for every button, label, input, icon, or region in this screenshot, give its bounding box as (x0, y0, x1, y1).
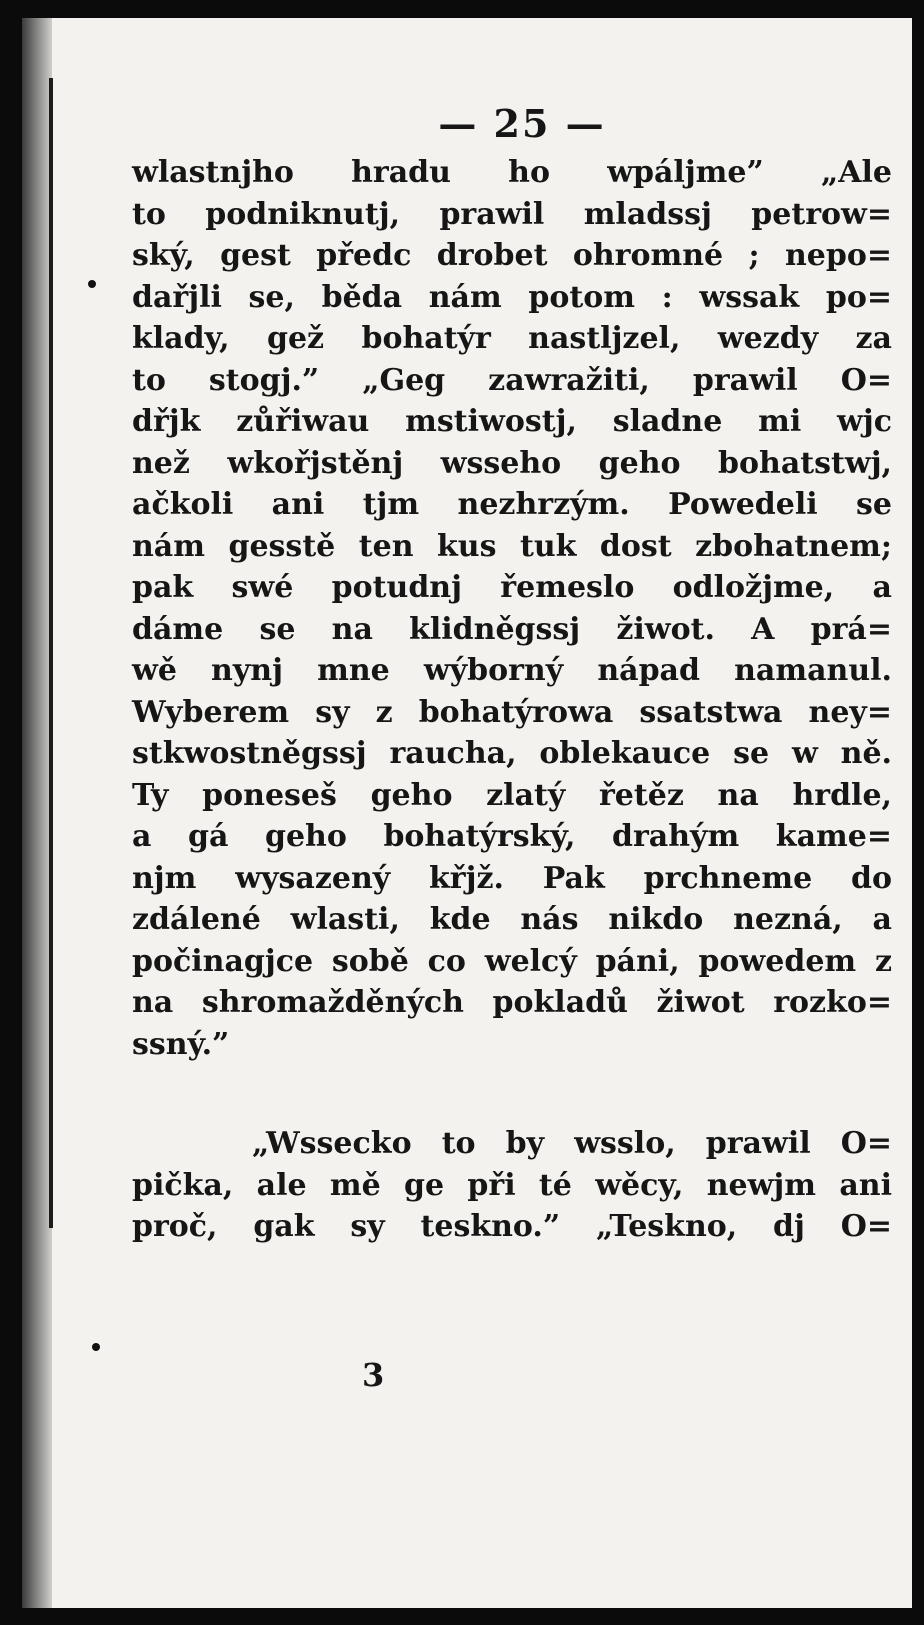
paragraph-2 (132, 1123, 892, 1248)
text-line: Ty poneseš geho zlatý řetěz na hrdle, (132, 777, 892, 813)
page-number: — 25 — (438, 101, 606, 146)
text-line: ssný.” (132, 1026, 230, 1062)
text-line: to podniknutj, prawil mladssj petrow= (132, 196, 892, 232)
text-line: pak swé potudnj řemeslo odložjme, a (132, 570, 892, 605)
text-line: počinagjce sobě co welcý páni, powedem z (132, 943, 892, 979)
text-line: ačkoli ani tjm nezhrzým. Powedeli se (132, 487, 892, 522)
ink-speck (92, 1343, 100, 1351)
text-line: a gá geho bohatýrský, drahým kame= (132, 819, 892, 854)
text-line: stkwostněgssj raucha, oblekauce se w ně. (132, 736, 892, 771)
book-page (22, 18, 912, 1608)
text-line: klady, gež bohatýr nastljzel, wezdy za (132, 321, 892, 356)
printer-signature-mark: 3 (362, 1356, 385, 1394)
paragraph-1 (132, 152, 892, 1065)
gutter-shadow (49, 78, 53, 1228)
text-line: dřjk zůřiwau mstiwostj, sladne mi wjc (132, 404, 892, 439)
text-line: Wyberem sy z bohatýrowa ssatstwa ney= (132, 694, 892, 730)
text-line: wě nynj mne wýborný nápad namanul. (132, 653, 892, 688)
text-line: dáme se na klidněgssj žiwot. A prá= (132, 611, 892, 647)
text-line: než wkořjstěnj wsseho geho bohatstwj, (132, 445, 892, 481)
text-line: ský, gest předc drobet ohromné ; nepo= (132, 238, 892, 273)
text-line: to stogj.” „Geg zawražiti, prawil O= (132, 362, 892, 398)
text-line: zdálené wlasti, kde nás nikdo nezná, a (132, 902, 892, 937)
page-gutter (22, 18, 52, 1608)
text-line: wlastnjho hradu ho wpáljme” „Ale (132, 155, 892, 190)
text-block (132, 96, 892, 1248)
text-line: dařjli se, běda nám potom : wssak po= (132, 279, 892, 315)
text-line: proč, gak sy teskno.” „Teskno, dj O= (132, 1209, 892, 1244)
text-line: „Wssecko to by wsslo, prawil O= (252, 1126, 892, 1161)
paragraph-gap (132, 1065, 892, 1123)
ink-speck (88, 280, 96, 288)
text-line: pička, ale mě ge při té wěcy, newjm ani (132, 1167, 892, 1203)
text-line: nám gesstě ten kus tuk dost zbohatnem; (132, 528, 892, 564)
text-line: njm wysazený křjž. Pak prchneme do (132, 860, 892, 896)
text-line: na shromažděných pokladů žiwot rozko= (132, 985, 892, 1020)
